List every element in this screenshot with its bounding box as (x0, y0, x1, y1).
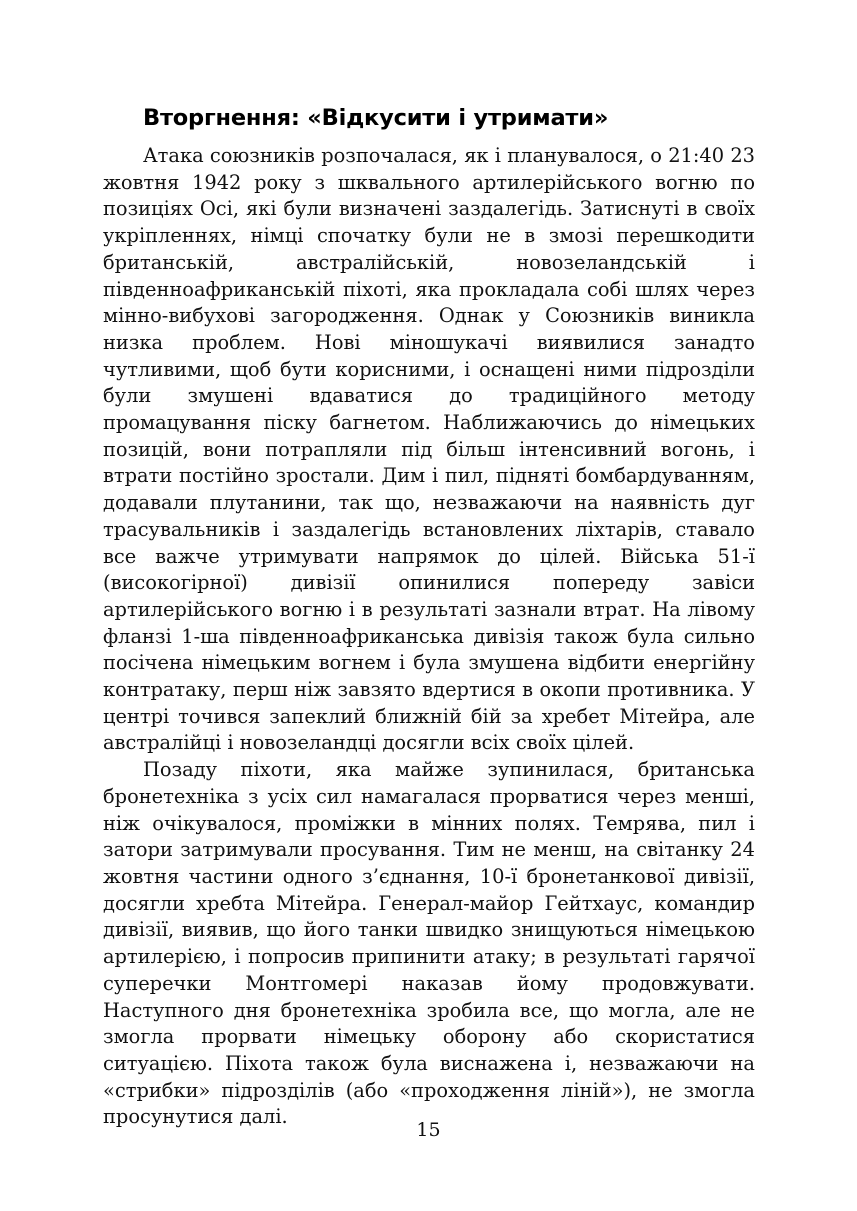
paragraph: Атака союзників розпочалася, як і планувалося, о 21:40 23 жовтня 1942 року з шквального артилерійського вогню по позиціях Осі, які були визначені заздалегідь. Затиснуті в своїх укріпленнях, німці спочатку були не в змозі перешкодити британській, австралійській, новозеландській і південноафриканській піхоті, яка прокладала собі шлях через мінно-вибухові загородження. Однак у Союзників виникла низка проблем. Нові міношукачі виявилися занадто чутливими, щоб бути корисними, і оснащені ними підрозділи були змушені вдаватися до традиційного методу промацування піску багнетом. Наближаючись до німецьких позицій, вони потрапляли під більш інтенсивний вогонь, і втрати постійно зростали. Дим і пил, підняті бомбардуванням, додавали плутанини, так що, незважаючи на наявність дуг трасувальників і заздалегідь встановлених ліхтарів, ставало все важче утримувати напрямок до цілей. Війська 51-ї (високогірної) дивізії опинилися попереду завіси артилерійського вогню і в результаті зазнали втрат. На лівому фланзі 1-ша південноафриканська дивізія також була сильно посічена німецьким вогнем і була змушена відбити енергійну контратаку, перш ніж завзято вдертися в окопи противника. У центрі точився запеклий ближній бій за хребет Мітейра, але австралійці і новозеландці досягли всіх своїх цілей. (103, 144, 755, 755)
body-text (103, 143, 755, 1131)
page-number: 15 (416, 1119, 441, 1141)
section-heading: Вторгнення: «Відкусити і утримати» (143, 105, 609, 131)
paragraph: Позаду піхоти, яка майже зупинилася, британська бронетехніка з усіх сил намагалася прорватися через менші, ніж очікувалося, проміжки в мінних полях. Темрява, пил і затори затримували просування. Тим не менш, на світанку 24 жовтня частини одного з’єднання, 10-ї бронетанкової дивізії, досягли хребта Мітейра. Генерал-майор Гейтхаус, командир дивізії, виявив, що його танки швидко знищуються німецькою артилерією, і попросив припинити атаку; в результаті гарячої суперечки Монтгомері наказав йому продовжувати. Наступного дня бронетехніка зробила все, що могла, але не змогла прорвати німецьку оборону або скористатися ситуацією. Піхота також була виснажена і, незважаючи на «стрибки» підрозділів (або «проходження ліній»), не змогла просунутися далі. (103, 758, 755, 1129)
